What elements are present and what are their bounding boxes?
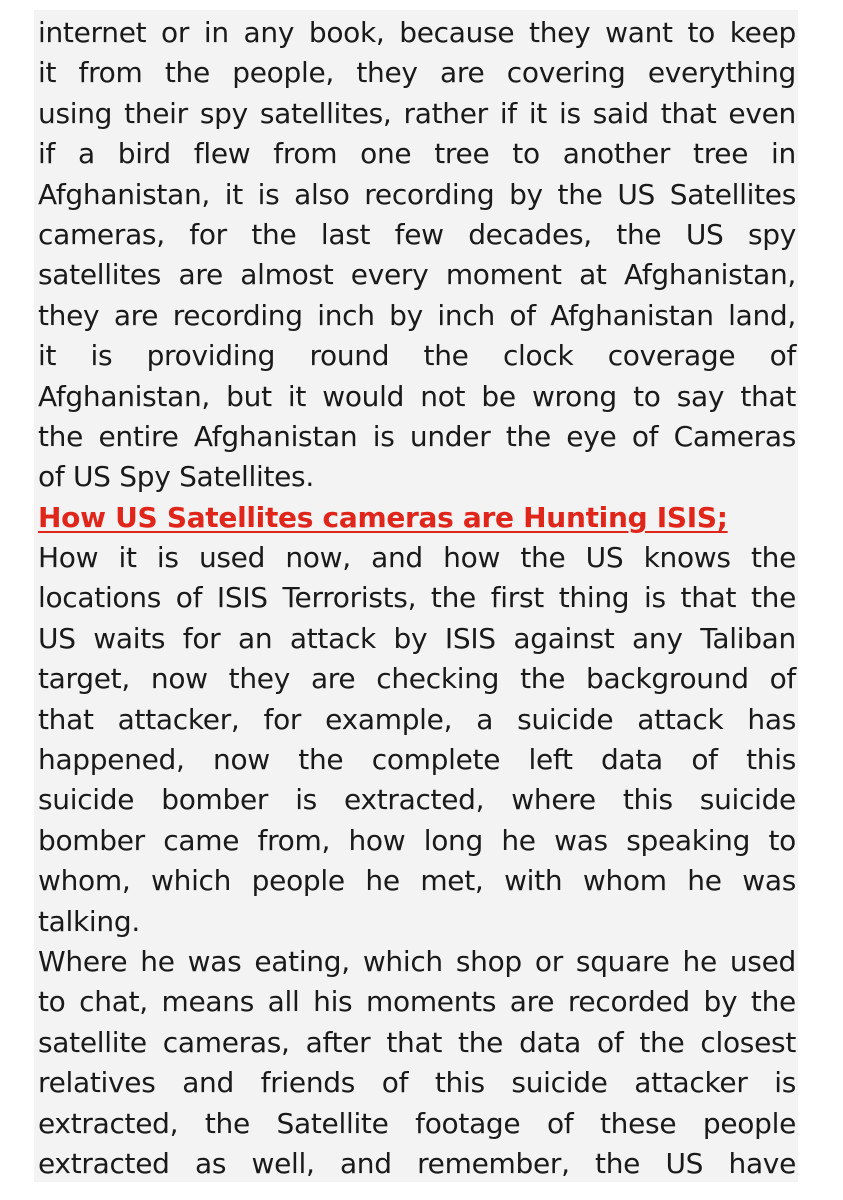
- text-line: that attacker, for example, a suicide attack has: [38, 702, 796, 736]
- text-line: Afghanistan, it is also recording by the US Satellites: [38, 177, 796, 211]
- text-line: to chat, means all his moments are recorded by the: [38, 985, 796, 1019]
- text-line: relatives and friends of this suicide attacker is: [38, 1066, 796, 1100]
- text-line: bomber came from, how long he was speaking to: [38, 823, 796, 857]
- text-line: target, now they are checking the background of: [38, 662, 796, 696]
- text-line: extracted, the Satellite footage of these people: [38, 1106, 796, 1140]
- text-line: whom, which people he met, with whom he was: [38, 864, 796, 898]
- text-line: using their spy satellites, rather if it is said that even: [38, 96, 796, 130]
- text-line: satellite cameras, after that the data of the closest: [38, 1025, 796, 1059]
- text-line: it is providing round the clock coverage of: [38, 339, 796, 373]
- paragraph-3: [38, 942, 796, 1182]
- text-line: cameras, for the last few decades, the US spy: [38, 217, 796, 251]
- document-page: [34, 10, 798, 1182]
- paragraph-1: [38, 13, 796, 498]
- text-line: it from the people, they are covering everything: [38, 56, 796, 90]
- text-line: locations of ISIS Terrorists, the first thing is that the: [38, 581, 796, 615]
- section-heading: How US Satellites cameras are Hunting ISIS;: [38, 500, 728, 534]
- article-body: [38, 13, 796, 1182]
- text-line: extracted as well, and remember, the US have: [38, 1146, 796, 1180]
- text-line: How it is used now, and how the US knows the: [38, 541, 796, 575]
- text-line: the entire Afghanistan is under the eye of Cameras: [38, 419, 796, 453]
- paragraph-2: [38, 538, 796, 942]
- text-line: of US Spy Satellites.: [38, 460, 314, 494]
- text-line: US waits for an attack by ISIS against any Taliban: [38, 621, 796, 655]
- text-line: if a bird flew from one tree to another tree in: [38, 137, 796, 171]
- text-line: Afghanistan, but it would not be wrong to say that: [38, 379, 796, 413]
- text-line: talking.: [38, 904, 140, 938]
- text-line: internet or in any book, because they want to keep: [38, 16, 796, 49]
- text-line: Where he was eating, which shop or square he used: [38, 944, 796, 978]
- text-line: suicide bomber is extracted, where this suicide: [38, 783, 796, 817]
- text-line: satellites are almost every moment at Afghanistan,: [38, 258, 796, 292]
- text-line: they are recording inch by inch of Afghanistan land,: [38, 298, 796, 332]
- text-line: happened, now the complete left data of this: [38, 743, 796, 777]
- section-heading-wrapper: [38, 498, 796, 538]
